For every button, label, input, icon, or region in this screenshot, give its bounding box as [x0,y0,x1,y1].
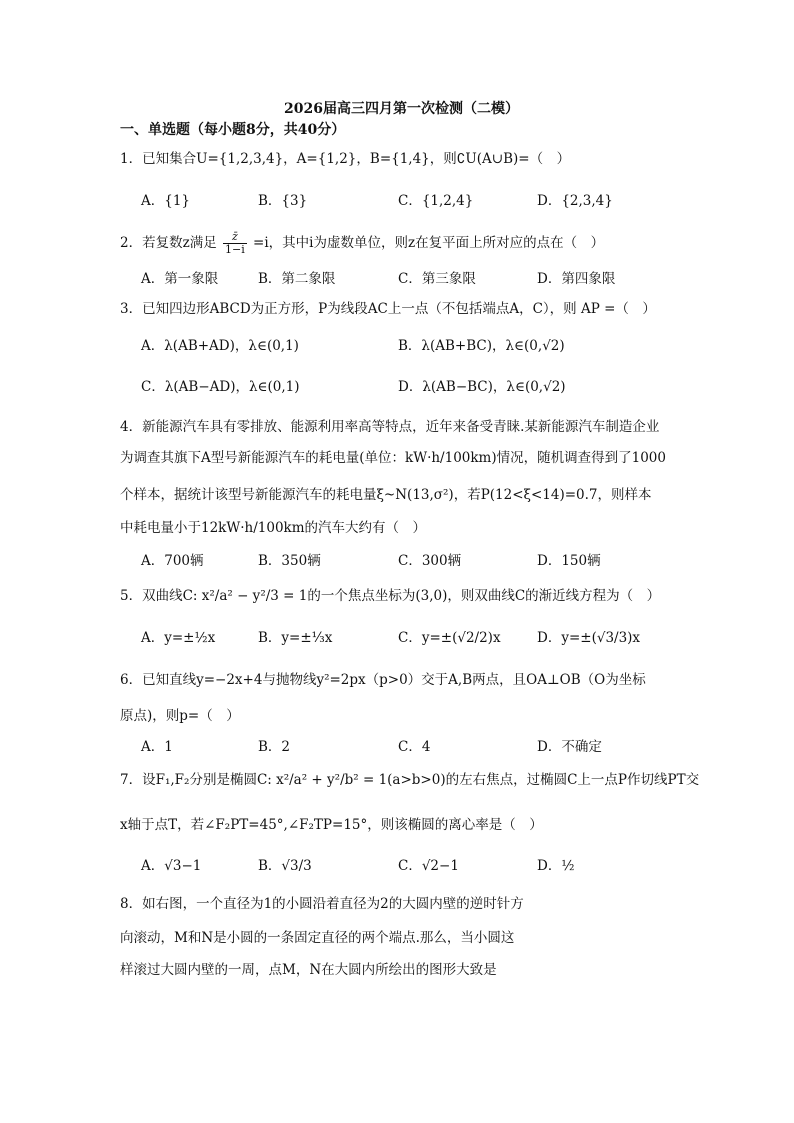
q5-option-c[interactable]: C．y=±(√2/2)x [398,630,501,646]
question-8-line-1: 8．如右图，一个直径为1的小圆沿着直径为2的大圆内壁的逆时针方 [120,896,524,912]
q6-option-d[interactable]: D．不确定 [537,739,602,755]
q5-option-a[interactable]: A．y=±½x [141,630,216,646]
question-8-line-2: 向滚动，M和N是小圆的一条固定直径的两个端点.那么，当小圆这 [120,930,515,946]
page-title: 2026届高三四月第一次检测（二模） [284,101,519,117]
q6-option-a[interactable]: A．1 [141,739,173,755]
question-7-line-1: 7．设F₁,F₂分别是椭圆C: x²/a² + y²/b² = 1(a>b>0)的左右焦点，过椭圆C上一点P作切线PT交 [120,772,700,788]
question-1-stem: 1．已知集合U={1,2,3,4}，A={1,2}，B={1,4}，则∁U(A∪B)=（ ） [120,151,571,167]
q5-option-b[interactable]: B．y=±⅓x [258,630,333,646]
q7-option-b[interactable]: B．√3/3 [258,858,312,874]
q4-option-a[interactable]: A．700辆 [141,553,204,569]
q7-option-a[interactable]: A．√3−1 [141,858,202,874]
q1-option-b[interactable]: B．{3} [258,193,308,209]
question-4-line-4: 中耗电量小于12kW·h/100km的汽车大约有（ ） [120,520,427,536]
q1-option-a[interactable]: A．{1} [141,193,191,209]
q2-option-d[interactable]: D．第四象限 [537,271,616,287]
question-6-line-1: 6．已知直线y=−2x+4与抛物线y²=2px（p>0）交于A,B两点，且OA⊥OB（O为坐标 [120,672,646,688]
question-4-line-3: 个样本，据统计该型号新能源汽车的耗电量ξ~N(13,σ²)，若P(12<ξ<14)=0.7，则样本 [120,487,652,503]
question-2-stem [120,231,604,256]
q2-stem-start: 2．若复数z满足 [120,235,217,251]
q2-stem-end: =i，其中i为虚数单位，则z在复平面上所对应的点在（ ） [253,235,605,251]
question-7-line-2: x轴于点T，若∠F₂PT=45°,∠F₂TP=15°，则该椭圆的离心率是（ ） [120,817,543,833]
q3-option-c[interactable]: C．λ(AB−AD)，λ∈(0,1) [141,379,300,395]
question-4-line-1: 4．新能源汽车具有零排放、能源利用率高等特点，近年来备受青睐.某新能源汽车制造企业 [120,419,660,435]
question-4-line-2: 为调查其旗下A型号新能源汽车的耗电量(单位：kW·h/100km)情况，随机调查得到了1000 [120,450,666,466]
q2-option-a[interactable]: A．第一象限 [141,271,219,287]
q4-option-c[interactable]: C．300辆 [398,553,462,569]
q1-option-c[interactable]: C．{1,2,4} [398,193,474,209]
q2-fraction-denominator: 1−i [225,243,245,256]
q7-option-d[interactable]: D．½ [537,858,575,874]
q3-option-a[interactable]: A．λ(AB+AD)，λ∈(0,1) [141,338,299,354]
q4-option-d[interactable]: D．150辆 [537,553,601,569]
q3-option-b[interactable]: B．λ(AB+BC)，λ∈(0,√2) [398,338,565,354]
question-5-stem: 5．双曲线C: x²/a² − y²/3 = 1的一个焦点坐标为(3,0)，则双曲线C的渐近线方程为（ ） [120,588,661,604]
q2-option-c[interactable]: C．第三象限 [398,271,476,287]
q6-option-c[interactable]: C．4 [398,739,431,755]
question-8-line-3: 样滚过大圆内壁的一周，点M，N在大圆内所绘出的图形大致是 [120,962,497,978]
section-heading: 一、单选题（每小题8分，共40分） [120,122,346,138]
question-6-line-2: 原点)，则p=（ ） [120,708,240,724]
q2-fraction [223,231,247,256]
q5-option-d[interactable]: D．y=±(√3/3)x [537,630,641,646]
q7-option-c[interactable]: C．√2−1 [398,858,459,874]
q2-option-b[interactable]: B．第二象限 [258,271,336,287]
question-3-stem: 3．已知四边形ABCD为正方形，P为线段AC上一点（不包括端点A，C），则 AP =（ ） [120,301,656,317]
q3-option-d[interactable]: D．λ(AB−BC)，λ∈(0,√2) [398,379,566,395]
q1-option-d[interactable]: D．{2,3,4} [537,193,613,209]
q2-fraction-numerator: z̄ [223,231,247,244]
q4-option-b[interactable]: B．350辆 [258,553,321,569]
q6-option-b[interactable]: B．2 [258,739,291,755]
